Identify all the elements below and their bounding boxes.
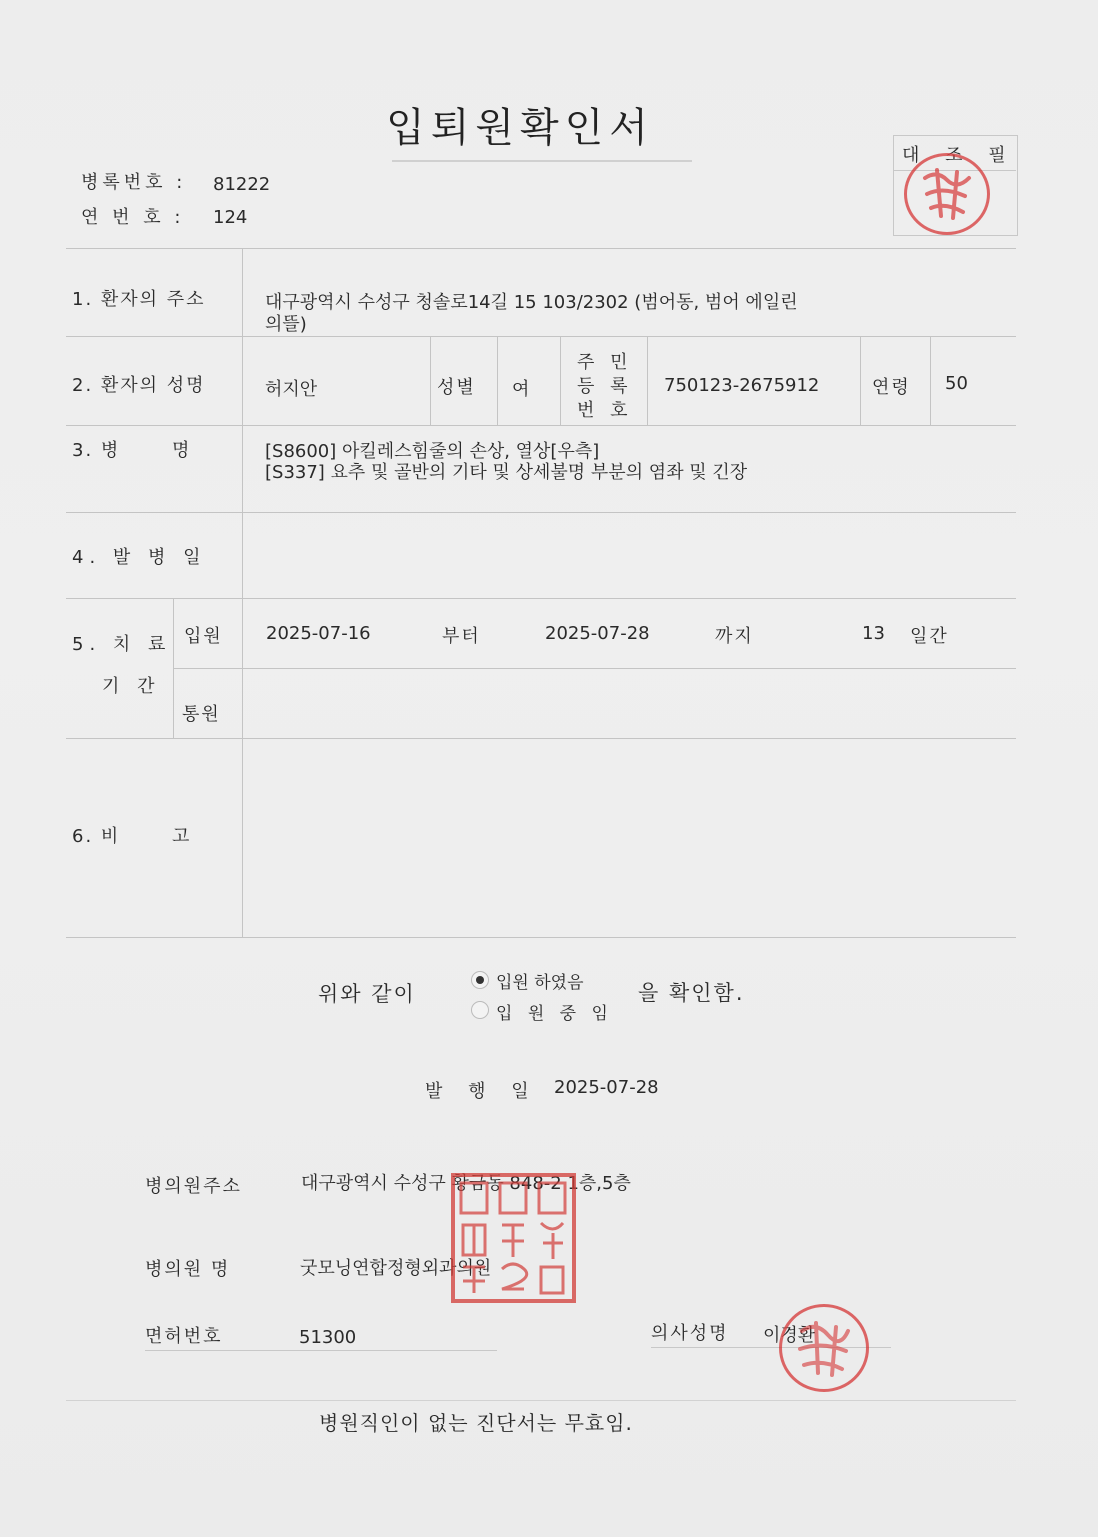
- outpatient-label: 통원: [182, 704, 221, 725]
- row-rule-4: [66, 598, 1016, 599]
- patient-name: 허지안: [265, 379, 318, 400]
- row-rule-2: [66, 425, 1016, 426]
- validity-notice: 병원직인이 없는 진단서는 무효임.: [319, 1411, 633, 1435]
- confirmation-suffix: 을 확인함.: [638, 981, 745, 1005]
- title-underline: [392, 160, 692, 162]
- inpatient-days: 13: [862, 623, 885, 644]
- rrn-label-2: 등 록: [577, 376, 633, 397]
- age-label: 연령: [872, 377, 911, 398]
- age-label-rule: [860, 336, 861, 425]
- inpatient-to: 2025-07-28: [545, 623, 650, 644]
- serial-number-value: 124: [213, 207, 248, 228]
- address-line-1: 대구광역시 수성구 청솔로14길 15 103/2302 (범어동, 범어 에일린: [265, 292, 798, 313]
- sex-label: 성별: [437, 377, 476, 398]
- table-top-rule: [66, 248, 1016, 249]
- diagnosis-label-end: 명: [172, 440, 192, 461]
- issue-date-label: 발 행 일: [425, 1081, 539, 1102]
- doctor-name-label: 의사성명: [651, 1323, 729, 1344]
- rrn-label-rule: [560, 336, 561, 425]
- rrn-value-rule: [647, 336, 648, 425]
- inpatient-from: 2025-07-16: [266, 623, 371, 644]
- record-number-value: 81222: [213, 174, 271, 195]
- to-word: 까지: [715, 626, 754, 647]
- remarks-label-num: 6. 비: [72, 826, 121, 847]
- address-line-2: 의뜰): [265, 314, 307, 335]
- compare-stamp-label: 대 조 필: [902, 145, 1016, 166]
- remarks-label-end: 고: [172, 826, 192, 847]
- doctor-seal: [779, 1304, 869, 1392]
- name-label: 2. 환자의 성명: [72, 375, 206, 396]
- row-rule-1: [66, 336, 1016, 337]
- issue-date-value: 2025-07-28: [554, 1077, 659, 1098]
- license-underline: [145, 1350, 497, 1351]
- record-number-label: 병록번호 :: [81, 172, 187, 193]
- age-value: 50: [945, 373, 968, 394]
- diagnosis-label-num: 3. 병: [72, 440, 121, 461]
- period-label-1: 5. 치 료: [72, 634, 172, 655]
- confirmation-prefix: 위와 같이: [318, 982, 416, 1006]
- period-label-2: 기 간: [102, 676, 161, 697]
- sex-value-rule: [497, 336, 498, 425]
- footer-rule: [66, 1400, 1016, 1401]
- document-title: 입퇴원확인서: [386, 105, 654, 151]
- row-rule-6: [66, 738, 1016, 739]
- doctor-seal-mark: [782, 1307, 866, 1389]
- in-hospital-option-label: 입 원 중 임: [496, 1004, 613, 1024]
- rrn-label-1: 주 민: [577, 352, 633, 373]
- age-value-rule: [930, 336, 931, 425]
- onset-label: 4. 발 병 일: [72, 547, 207, 568]
- hospital-name-label: 병의원 명: [145, 1259, 231, 1280]
- table-bottom-rule: [66, 937, 1016, 938]
- admitted-option-label: 입원 하였음: [496, 973, 584, 993]
- license-label: 면허번호: [145, 1326, 223, 1347]
- admitted-radio[interactable]: [471, 971, 489, 989]
- diagnosis-line-1: [S8600] 아킬레스힘줄의 손상, 열상[우측]: [265, 441, 600, 462]
- days-word: 일간: [910, 626, 949, 647]
- compare-seal-mark: [907, 156, 987, 232]
- hospital-address-label: 병의원주소: [145, 1176, 242, 1197]
- compare-seal: [904, 153, 990, 235]
- rrn-value: 750123-2675912: [664, 375, 820, 396]
- from-word: 부터: [442, 626, 481, 647]
- hospital-address-value: 대구광역시 수성구 황금동 848-2 1층,5층: [301, 1173, 631, 1194]
- sex-value: 여: [512, 379, 530, 400]
- hospital-official-seal: [451, 1173, 576, 1303]
- inpatient-label: 입원: [184, 626, 223, 647]
- hospital-name-value: 굿모닝연합정형외과의원: [300, 1258, 492, 1279]
- row-rule-5: [173, 668, 1016, 669]
- label-column-rule: [242, 248, 243, 937]
- hospital-seal-mark: [455, 1177, 572, 1299]
- serial-number-label: 연 번 호 :: [81, 207, 185, 228]
- address-label: 1. 환자의 주소: [72, 289, 206, 310]
- diagnosis-line-2: [S337] 요추 및 골반의 기타 및 상세불명 부분의 염좌 및 긴장: [265, 462, 748, 483]
- doctor-name-value: 이경환: [763, 1325, 816, 1346]
- rrn-label-3: 번 호: [577, 400, 633, 421]
- license-value: 51300: [299, 1327, 357, 1348]
- sex-column-rule: [430, 336, 431, 425]
- period-sub-column-rule: [173, 598, 174, 738]
- in-hospital-radio[interactable]: [471, 1001, 489, 1019]
- row-rule-3: [66, 512, 1016, 513]
